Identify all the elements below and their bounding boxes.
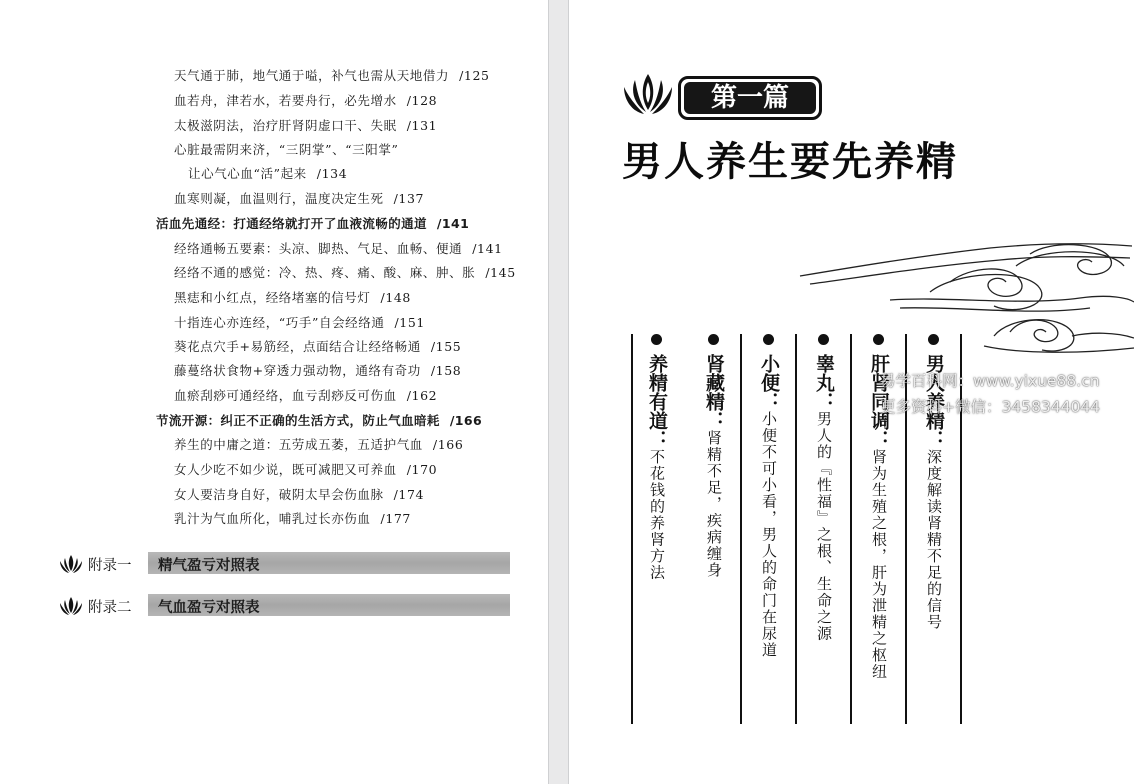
vertical-column-4 (757, 334, 797, 724)
toc-entry: 养生的中庸之道：五劳成五萎，五适护气血 /166 (174, 437, 464, 452)
bullet-dot-icon (818, 334, 829, 345)
column-heading: 肝肾同调： (868, 354, 890, 449)
appendix-one (58, 552, 518, 576)
appendix-label: 附录二 (88, 600, 132, 616)
toc-entry: 天气通于肺，地气通于嗌，补气也需从天地借力 /125 (174, 68, 490, 83)
toc-entry: 女人要洁身自好，破阴太早会伤血脉 /174 (174, 487, 425, 502)
column-body: 小便不可小看，男人的命门在尿道 (760, 411, 778, 659)
part-header (622, 72, 822, 118)
toc-section-heading: 活血先通经：打通经络就打开了血液流畅的通道 /141 (156, 216, 470, 231)
column-heading: 睾丸： (813, 354, 835, 411)
toc-entry: 十指连心亦连经，“巧手”自会经络通 /151 (174, 315, 425, 330)
toc-entry: 血若舟，津若水，若要舟行，必先增水 /128 (174, 93, 438, 108)
chapter-title: 男人养生要先养精 (622, 138, 958, 185)
column-body: 不花钱的养肾方法 (648, 449, 666, 581)
bullet-dot-icon (763, 334, 774, 345)
toc-entry: 女人少吃不如少说，既可减肥又可养血 /170 (174, 462, 438, 477)
watermark (880, 368, 1134, 420)
column-body: 肾精不足，疾病缠身 (705, 430, 723, 579)
vertical-column-3 (812, 334, 852, 724)
appendix-title-bar (148, 594, 510, 616)
left-page (0, 0, 548, 784)
bullet-dot-icon (651, 334, 662, 345)
vertical-column-5 (702, 334, 742, 724)
watermark-line-1: 易学百科网：www.yixue88.cn (880, 372, 1100, 390)
toc-entry: 黑痣和小红点，经络堵塞的信号灯 /148 (174, 290, 411, 305)
appendix-label: 附录一 (88, 558, 132, 574)
toc-entry: 血瘀刮痧可通经络，血亏刮痧反可伤血 /162 (174, 388, 438, 403)
appendix-title: 精气盈亏对照表 (158, 558, 260, 574)
toc-entry: 心脏最需阴来济，“三阴掌”、“三阳掌” (174, 142, 399, 157)
lotus-icon (622, 72, 674, 116)
column-body: 肾为生殖之根，肝为泄精之枢纽 (870, 449, 888, 680)
toc-entry: 太极滋阴法，治疗肝肾阴虚口干、失眠 /131 (174, 118, 438, 133)
part-badge-label: 第一篇 (684, 82, 816, 114)
bullet-dot-icon (873, 334, 884, 345)
book-gutter (548, 0, 569, 784)
column-heading: 养精有道： (646, 354, 668, 449)
bullet-dot-icon (708, 334, 719, 345)
column-heading: 小便： (758, 354, 780, 411)
toc-entry: 藤蔓络状食物+穿透力强动物，通络有奇功 /158 (174, 363, 462, 378)
toc-section-heading: 节流开源：纠正不正确的生活方式，防止气血暗耗 /166 (156, 413, 483, 428)
column-heading: 男人养精： (923, 354, 945, 449)
vertical-column-6 (645, 334, 685, 724)
watermark-line-2: 更多资料+微信：3458344044 (880, 398, 1101, 416)
toc-entry: 血寒则凝，血温则行，温度决定生死 /137 (174, 191, 425, 206)
toc-entry: 乳汁为气血所化，哺乳过长亦伤血 /177 (174, 511, 411, 526)
toc-entry: 经络通畅五要素：头凉、脚热、气足、血畅、便通 /141 (174, 241, 503, 256)
column-body: 男人的『性福』之根、生命之源 (815, 411, 833, 642)
toc-entry: 经络不通的感觉：冷、热、疼、痛、酸、麻、肿、胀 /145 (174, 265, 516, 280)
toc-entry: 让心气心血“活”起来 /134 (188, 166, 348, 181)
column-body: 深度解读肾精不足的信号 (925, 449, 943, 631)
appendix-two (58, 594, 518, 618)
part-badge (678, 76, 822, 120)
toc-entry: 葵花点穴手+易筋经，点面结合让经络畅通 /155 (174, 339, 462, 354)
lotus-icon (58, 553, 84, 575)
appendix-title-bar (148, 552, 510, 574)
lotus-icon (58, 595, 84, 617)
bullet-dot-icon (928, 334, 939, 345)
appendix-title: 气血盈亏对照表 (158, 600, 260, 616)
column-heading: 肾藏精： (703, 354, 725, 430)
